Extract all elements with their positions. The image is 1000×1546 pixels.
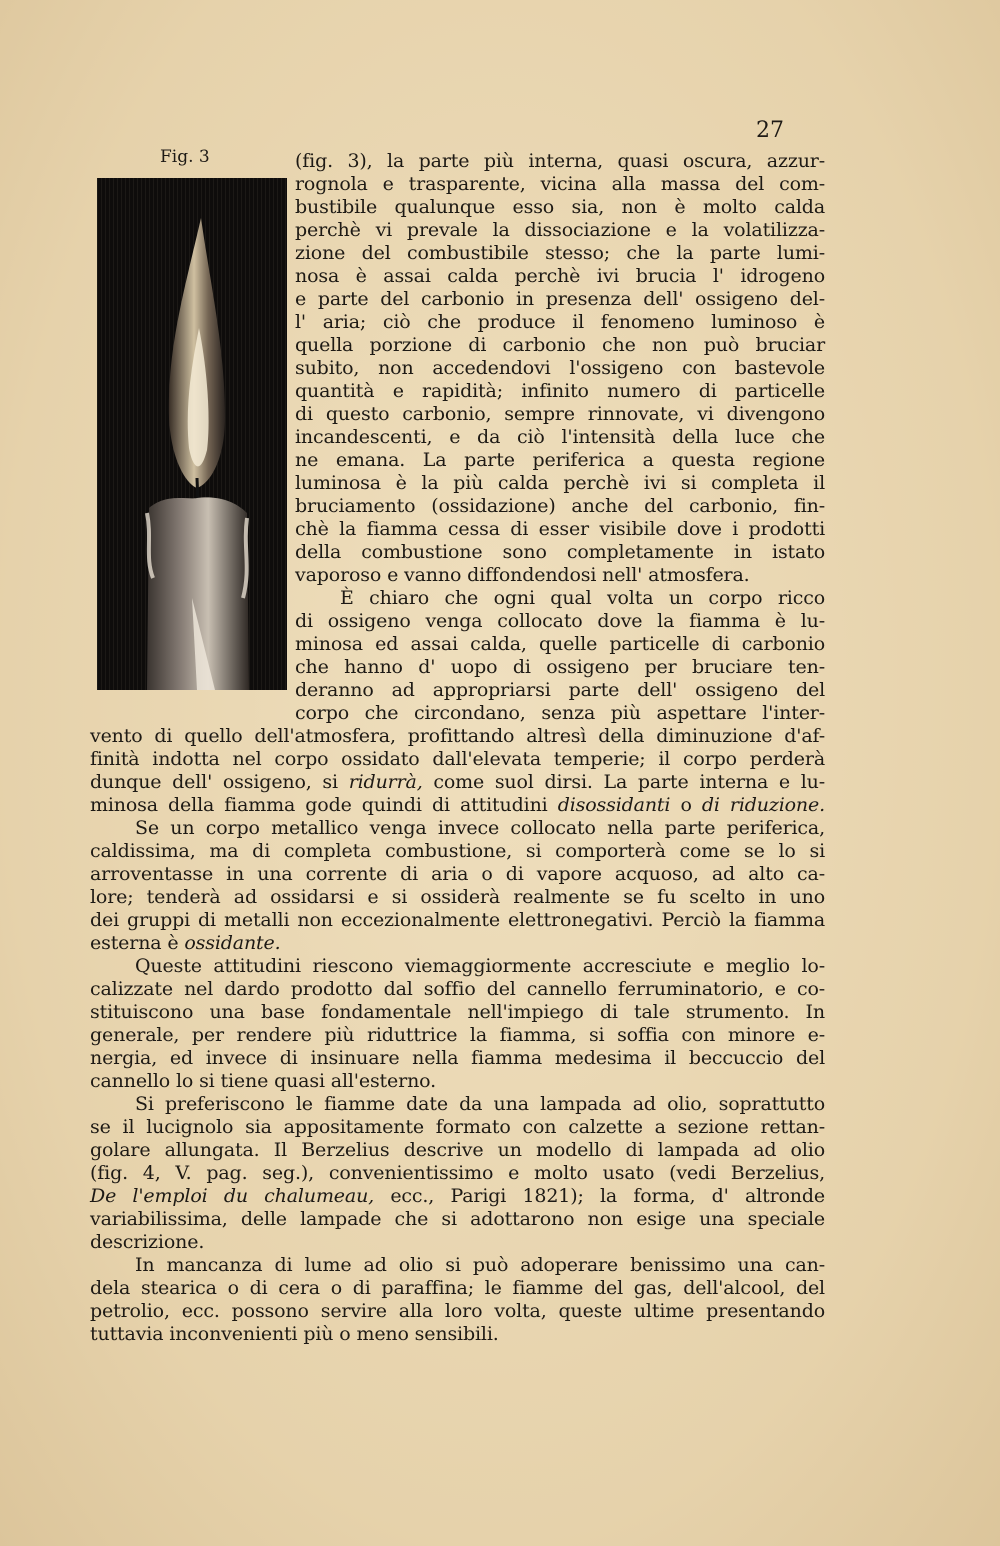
text-line: cannello lo si tiene quasi all'esterno. [90,1070,437,1092]
text-line: descrizione. [90,1231,205,1253]
text-line: finità indotta nel corpo ossidato dall'elevata temperie; il corpo perderà [90,748,825,770]
text-line: generale, per rendere più riduttrice la fiamma, si soffia con minore e- [90,1024,825,1046]
text-line: rognola e trasparente, vicina alla massa del com- [295,173,825,195]
text-line: vaporoso e vanno diffondendosi nell' atmosfera. [295,564,750,586]
text-line: arroventasse in una corrente di aria o di vapore acquoso, ad alto ca- [90,863,825,885]
text-line: dunque dell' ossigeno, si ridurrà, come suol dirsi. La parte interna e lu- [90,771,825,793]
text-line: (fig. 3), la parte più interna, quasi oscura, azzur- [295,150,825,172]
text-line: subito, non accedendovi l'ossigeno con bastevole [295,357,825,379]
text-line: vento di quello dell'atmosfera, profittando altresì della diminuzione d'af- [90,725,825,747]
text-line: bustibile qualunque esso sia, non è molto calda [295,196,825,218]
text-line: minosa della fiamma gode quindi di attitudini disossidanti o di riduzione. [90,794,825,816]
text-line: lore; tenderà ad ossidarsi e si ossiderà realmente se fu scelto in uno [90,886,825,908]
text-line: minosa ed assai calda, quelle particelle di carbonio [295,633,825,655]
text-line: (fig. 4, V. pag. seg.), convenientissimo e molto usato (vedi Berzelius, [90,1162,825,1184]
text-line: ne emana. La parte periferica a questa regione [295,449,825,471]
text-line: Queste attitudini riescono viemaggiormente accresciute e meglio lo- [135,955,825,977]
text-line: Si preferiscono le fiamme date da una lampada ad olio, soprattutto [135,1093,825,1115]
text-line: zione del combustibile stesso; che la parte lumi- [295,242,825,264]
text-line: tuttavia inconvenienti più o meno sensibili. [90,1323,499,1345]
text-line: deranno ad appropriarsi parte dell' ossigeno del [295,679,825,701]
text-line: e parte del carbonio in presenza dell' ossigeno del- [295,288,825,310]
text-line: In mancanza di lume ad olio si può adoperare benissimo una can- [135,1254,825,1276]
text-line: l' aria; ciò che produce il fenomeno luminoso è [295,311,825,333]
text-line: perchè vi prevale la dissociazione e la volatilizza- [295,219,825,241]
text-line: della combustione sono completamente in istato [295,541,825,563]
text-line: bruciamento (ossidazione) anche del carbonio, fin- [295,495,825,517]
text-line: nergia, ed invece di insinuare nella fiamma medesima il beccuccio del [90,1047,825,1069]
text-line: chè la fiamma cessa di esser visibile dove i prodotti [295,518,825,540]
text-line: di questo carbonio, sempre rinnovate, vi divengono [295,403,825,425]
text-line: incandescenti, e da ciò l'intensità della luce che [295,426,825,448]
text-line: È chiaro che ogni qual volta un corpo ricco [340,587,825,609]
text-line: Se un corpo metallico venga invece collocato nella parte periferica, [135,817,825,839]
text-line: stituiscono una base fondamentale nell'impiego di tale strumento. In [90,1001,825,1023]
text-line: golare allungata. Il Berzelius descrive un modello di lampada ad olio [90,1139,825,1161]
text-line: quantità e rapidità; infinito numero di particelle [295,380,825,402]
figure-label: Fig. 3 [160,147,210,167]
text-line: che hanno d' uopo di ossigeno per bruciare ten- [295,656,825,678]
text-line: di ossigeno venga collocato dove la fiamma è lu- [295,610,825,632]
text-line: se il lucignolo sia appositamente formato con calzette a sezione rettan- [90,1116,825,1138]
text-line: De l'emploi du chalumeau, ecc., Parigi 1821); la forma, d' altronde [90,1185,825,1207]
text-line: quella porzione di carbonio che non può bruciar [295,334,825,356]
text-line: petrolio, ecc. possono servire alla loro volta, queste ultime presentando [90,1300,825,1322]
text-line: variabilissima, delle lampade che si adottarono non esige una speciale [90,1208,825,1230]
text-line: nosa è assai calda perchè ivi brucia l' idrogeno [295,265,825,287]
text-line: luminosa è la più calda perchè ivi si completa il [295,472,825,494]
text-line: caldissima, ma di completa combustione, si comporterà come se lo si [90,840,825,862]
text-line: calizzate nel dardo prodotto dal soffio del cannello ferruminatorio, e co- [90,978,825,1000]
text-line: esterna è ossidante. [90,932,281,954]
body-text [90,150,825,1346]
text-line: dela stearica o di cera o di paraffina; le fiamme del gas, dell'alcool, del [90,1277,825,1299]
text-line: dei gruppi di metalli non eccezionalmente elettronegativi. Perciò la fiamma [90,909,825,931]
text-line: corpo che circondano, senza più aspettare l'inter- [295,702,825,724]
page-number: 27 [756,118,784,143]
